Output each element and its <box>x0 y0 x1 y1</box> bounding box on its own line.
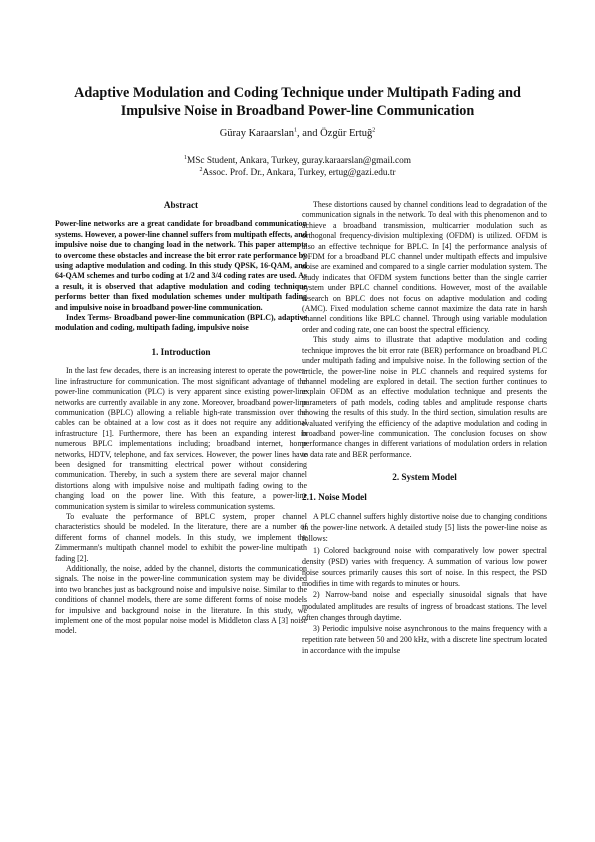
affiliation-line <box>60 167 535 179</box>
noise-model-heading: 2.1. Noise Model <box>302 491 367 502</box>
paragraph: A PLC channel suffers highly distortive noise due to changing conditions in the power-line network. A detailed study [5] lists the power-line noise as follows: <box>302 511 547 544</box>
affiliation-mark: 2 <box>199 166 203 173</box>
paragraph: In the last few decades, there is an increasing interest to operate the power-line infrastructure for communication. The most significant advantage of the power-line communication (PLC) is very apparent since existing power-line networks are currently available in any zone. Moreover, broadband power-line communication (BPLC) allowing a reliable high-rate transmission over the cables can be obtained at a low cost as it does not require any additional infrastructure [1]. Furthermore, there has been an expanding interest in numerous BPLC implementations including; broadband internet, home networks, HDTV, telephone, and fax services. However, the power lines have been designed for transmitting electrical power without considering communication. Thereby, in such a system there are several major channel distortions along with impulsive noise and multipath fading owing to the changing load on the power line. With this feature, a power-line communication system is similar to wireless communication systems. <box>55 366 307 511</box>
abstract-body: Power-line networks are a great candidate for broadband communication systems. However, a power-line channel suffers from multipath effects, and impulsive noise due to changing load in the network. This paper attempts to overcome these obstacles and increase the bit error rate performance by using adaptive modulation and coding. In this study QPSK, 16-QAM, and 64-QAM schemes and turbo coding at 1/2 and 3/4 coding rates are used. As a result, it is observed that adaptive modulation and coding technique performs better than fixed modulation schemes under multipath fading and impulsive noise in broadband power-line communication. <box>55 219 307 312</box>
list-item: 2) Narrow-band noise and especially sinusoidal signals that have modulated amplitudes are results of ingress of broadcast stations. The level often changes through daytime. <box>302 590 547 622</box>
author-mark: 2 <box>372 127 376 134</box>
author-line <box>60 128 535 139</box>
index-terms: Index Terms- Broadband power-line communication (BPLC), adaptive modulation and coding, multipath fading, impulsive noise <box>55 313 307 333</box>
list-item: 1) Colored background noise with comparatively low power spectral density (PSD) varies with frequency. A summation of various low power noise sources primarily causes this sort of noise. In this respect, the PSD modifies in time with regards to minutes or hours. <box>302 545 547 589</box>
affiliations <box>60 155 535 179</box>
noise-list <box>302 511 547 657</box>
affiliation-line <box>60 155 535 167</box>
introduction-heading: 1. Introduction <box>151 346 211 357</box>
list-item: 3) Periodic impulsive noise asynchronous to the mains frequency with a repetition rate between 50 and 200 kHz, with a discrete line spectrum located in accordance with the impulse <box>302 624 547 656</box>
author-name: Güray Karaarslan <box>219 128 295 139</box>
paragraph: To evaluate the performance of BPLC system, proper channel characteristics should be modeled. In the literature, there are a number of different forms of channel models. In this study, we implement the Zimmermann's multipath channel model to exhibit the power-line multipath fading [2]. <box>55 511 307 563</box>
paragraph: These distortions caused by channel conditions lead to degradation of the communication signals in the network. To deal with this phenomenon and to achieve a broadband transmission, multicarrier modulation such as orthogonal frequency-division multiplexing (OFDM) is utilized. OFDM is also an effective technique for BPLC. In [4] the performance analysis of OFDM for a broadband PLC channel under multipath effects and impulsive noise are examined and compared to a single carrier modulation system. The study indicates that OFDM system functions better than the single carrier system under BPLC channel conditions. However, most of the available research on BPLC does not focus on adaptive modulation and coding (AMC). Fixed modulation scheme cannot maximize the data rate in harsh channel conditions like BPLC channel. Through using variable modulation order and coding rate, one can boost the spectral efficiency. <box>302 200 547 334</box>
abstract-heading: Abstract <box>163 200 199 210</box>
affiliation-text: Assoc. Prof. Dr., Ankara, Turkey, ertug@gazi.edu.tr <box>202 168 396 178</box>
paragraph: This study aims to illustrate that adaptive modulation and coding technique improves the bit error rate (BER) performance on broadband PLC under multipath fading and impulsive noise. In the following section of the article, the power-line noise in PLC channels and required systems for channel modeling are explored in detail. The section further continues to explain OFDM as an effective modulation technique and presents the parameters of path models, coding tables and amplitude response charts showing the results of this study. In the third section, simulation results are evaluated verifying the efficiency of the adaptive modulation and coding in broadband power-line communication. The conclusion focuses on show performance changes in different variations of modulation orders in relation to data rate and BER performance. <box>302 335 547 459</box>
paper-title: Adaptive Modulation and Coding Technique under Multipath Fading and Impulsive Noise in Broadband Power-line Communication <box>74 85 521 119</box>
system-model-heading: 2. System Model <box>392 472 457 483</box>
affiliation-text: MSc Student, Ankara, Turkey, guray.karaarslan@gmail.com <box>187 156 411 166</box>
paragraph: Additionally, the noise, added by the channel, distorts the communication signals. The noise in the power-line communication system may be divided into two branches just as background noise and impulsive noise. Similar to the conditions of channel models, there are some different forms of noise models for impulsive and background noise in the literature. In this study, we implement one of the most popular noise model is Middleton class A [3] noise model. <box>55 564 307 636</box>
affiliation-mark: 1 <box>184 154 187 161</box>
author-separator: , and <box>297 128 321 139</box>
author-name: Özgür Ertuğ <box>320 128 373 139</box>
left-column <box>55 200 307 637</box>
author-mark: 1 <box>294 127 298 134</box>
right-column <box>302 200 547 657</box>
